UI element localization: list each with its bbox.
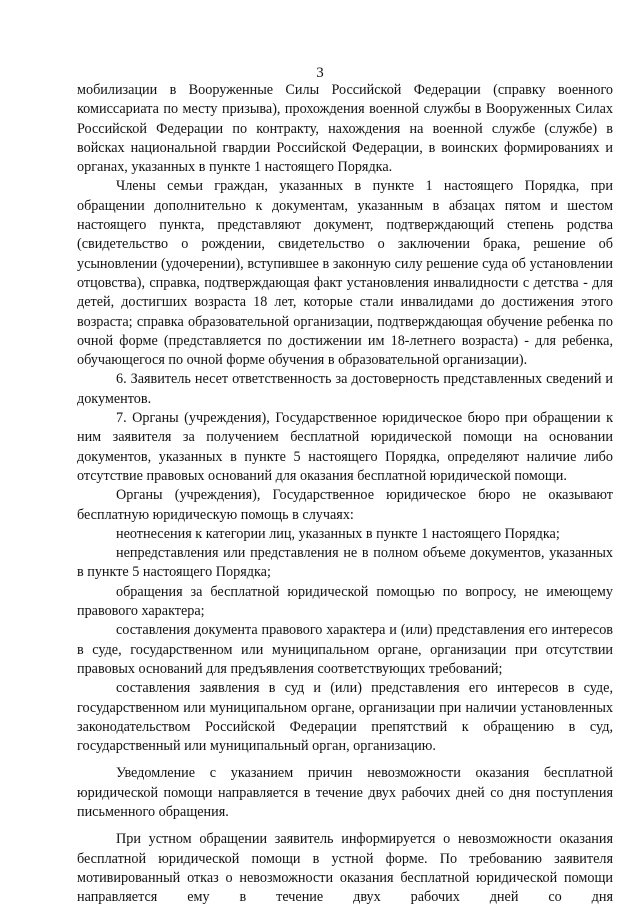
paragraph-12: При устном обращении заявитель информируется о невозможности оказания бесплатной юридической помощи в устной форме. По требованию заявителя мотивированный отказ о невозможности оказания бесплатной юридической помощи направляется ему в течение двух рабочих дней со дня: [77, 831, 613, 906]
paragraph-7: непредставления или представления не в полном объеме документов, указанных в пункте 5 настоящего Порядка;: [77, 545, 613, 581]
paragraph-9: составления документа правового характера и (или) представления его интересов в суде, государственном или муниципальном органе, организации при отсутствии правовых оснований для предъявления соответствующих требований;: [77, 622, 613, 677]
paragraph-10: составления заявления в суд и (или) представления его интересов в суде, государственном или муниципальном органе, организации при наличии установленных законодательством Российской Федерации препятствий к обращению в суд, государственный или муниципальный орган, организацию.: [77, 680, 613, 755]
page-number: 3: [316, 65, 324, 81]
document-body: [77, 81, 613, 907]
paragraph-8: обращения за бесплатной юридической помощью по вопросу, не имеющему правового характера;: [77, 583, 613, 620]
paragraph-3: 6. Заявитель несет ответственность за достоверность представленных сведений и документов.: [77, 371, 613, 407]
paragraph-5: Органы (учреждения), Государственное юридическое бюро не оказывают бесплатную юридическую помощь в случаях:: [77, 487, 613, 523]
paragraph-1: мобилизации в Вооруженные Силы Российской Федерации (справку военного комиссариата по месту призыва), прохождения военной службы в Вооруженных Силах Российской Федерации по контракту, нахождения на военной службе (службе) в войсках национальной гвардии Российской Федерации, в воинских формированиях и органах, указанных в пункте 1 настоящего Порядка.: [77, 82, 613, 176]
paragraph-6: неотнесения к категории лиц, указанных в пункте 1 настоящего Порядка;: [116, 525, 560, 542]
paragraph-11: Уведомление с указанием причин невозможности оказания бесплатной юридической помощи направляется в течение двух рабочих дней со дня поступления письменного обращения.: [77, 765, 613, 820]
paragraph-4: 7. Органы (учреждения), Государственное юридическое бюро при обращении к ним заявителя за получением бесплатной юридической помощи на основании документов, указанных в пункте 5 настоящего Порядка, определяют наличие либо отсутствие правовых оснований для оказания бесплатной юридической помощи.: [77, 410, 613, 484]
paragraph-2: Члены семьи граждан, указанных в пункте 1 настоящего Порядка, при обращении дополнительно к документам, указанным в абзацах пятом и шестом настоящего пункта, представляют документ, подтверждающий степень родства (свидетельство о рождении, свидетельство о заключении брака, решение об усыновлении (удочерении), вступившее в законную силу решение суда об установлении отцовства), справка, подтверждающая факт установления инвалидности с детства - для детей, достигших возраста 18 лет, которые стали инвалидами до достижения этого возраста; справка образовательной организации, подтверждающая обучение ребенка по очной форме (представляется по достижении им 18-летнего возраста) - для ребенка, обучающегося по очной форме обучения в образовательной организации).: [77, 178, 613, 369]
